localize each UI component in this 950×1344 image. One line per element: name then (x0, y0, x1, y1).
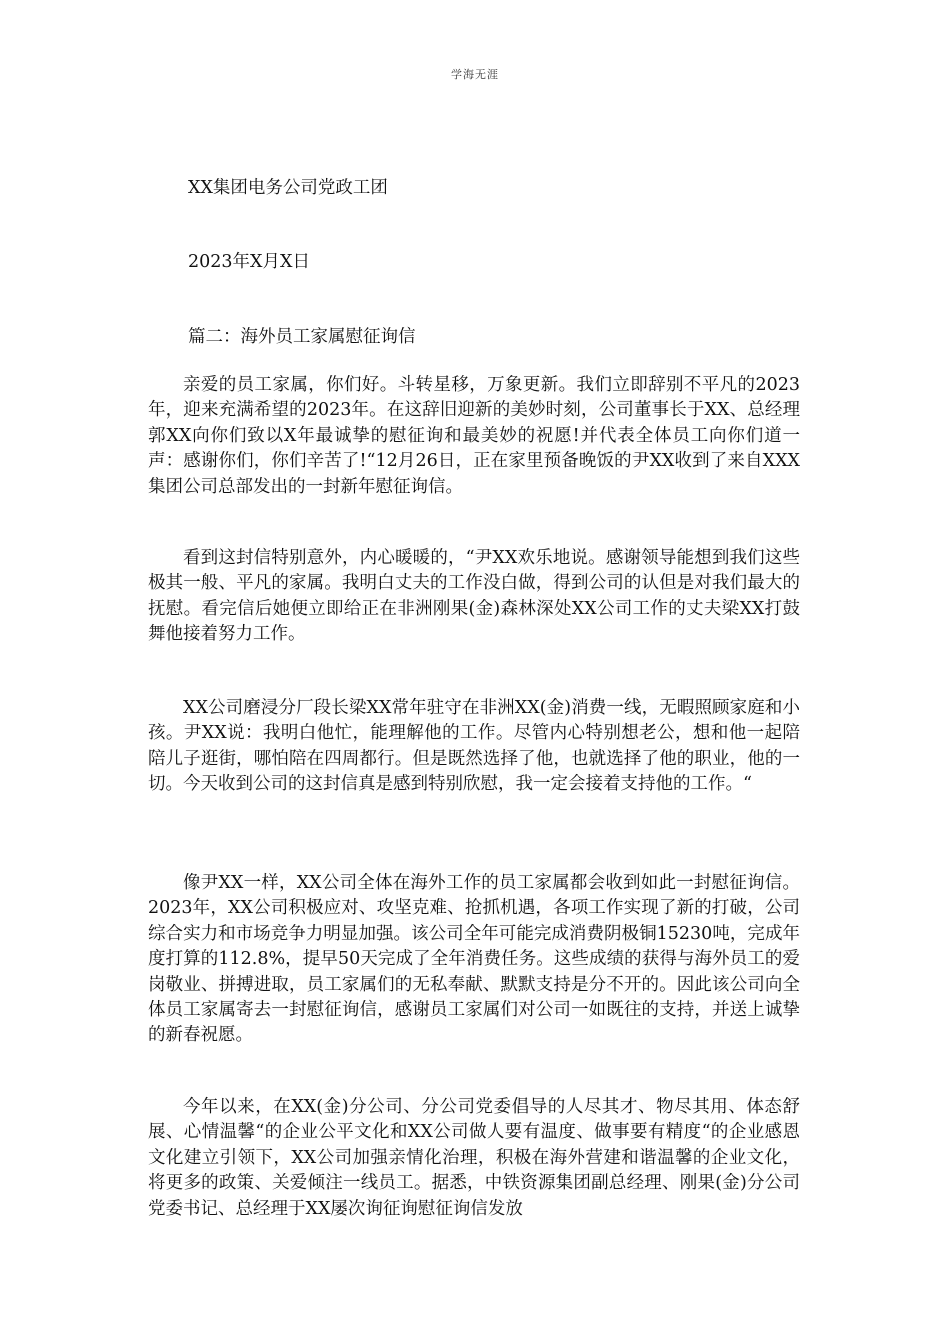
paragraph-text: 今年以来，在XX(金)分公司、分公司党委倡导的人尽其才、物尽其用、体态舒展、心情温馨“的企业公平文化和XX公司做人要有温度、做事要有精度“的企业感恩文化建立引领下，XX公司加强亲情化治理，积极在海外营建和谐温馨的企业文化，将更多的政策、关爱倾注一线员工。据悉，中铁资源集团副总经理、刚果(金)分公司党委书记、总经理于XX屡次询征询慰征询信发放 (148, 1097, 800, 1219)
page-header: 学海无涯 (451, 68, 499, 81)
paragraph-text: 看到这封信特别意外，内心暖暖的，“尹XX欢乐地说。感谢领导能想到我们这些极其一般、平凡的家属。我明白丈夫的工作没白做，得到公司的认但是对我们最大的抚慰。看完信后她便立即给正在非洲刚果(金)森林深处XX公司工作的丈夫梁XX打鼓舞他接着努力工作。 (148, 548, 800, 645)
paragraph-text: 亲爱的员工家属，你们好。斗转星移，万象更新。我们立即辞别不平凡的2023年，迎来充满希望的2023年。在这辞旧迎新的美妙时刻，公司董事长于XX、总经理郭XX向你们致以X年最诚挚的慰征询和最美妙的祝愿!并代表全体员工向你们道一声：感谢你们，你们辛苦了!“12月26日，正在家里预备晚饭的尹XX收到了来自XXX集团公司总部发出的一封新年慰征询信。 (148, 375, 800, 497)
paragraph-text: 像尹XX一样，XX公司全体在海外工作的员工家属都会收到如此一封慰征询信。2023年，XX公司积极应对、攻坚克难、抢抓机遇，各项工作实现了新的打破，公司综合实力和市场竞争力明显加强。该公司全年可能完成消费阴极铜15230吨，完成年度打算的112.8%，提早50天完成了全年消费任务。这些成绩的获得与海外员工的爱岗敬业、拼搏进取，员工家属们的无私奉献、默默支持是分不开的。因此该公司向全体员工家属寄去一封慰征询信，感谢员工家属们对公司一如既往的支持，并送上诚挚的新春祝愿。 (148, 873, 800, 1046)
signature-date: 2023年X月X日 (188, 252, 310, 272)
paragraph-1 (148, 373, 800, 500)
paragraph-3 (148, 696, 800, 798)
signature-org: XX集团电务公司党政工团 (188, 178, 388, 198)
paragraph-4 (148, 871, 800, 1049)
section-title: 篇二：海外员工家属慰征询信 (188, 327, 416, 347)
paragraph-text: XX公司磨浸分厂段长梁XX常年驻守在非洲XX(金)消费一线，无暇照顾家庭和小孩。尹XX说：我明白他忙，能理解他的工作。尽管内心特别想老公，想和他一起陪陪儿子逛街，哪怕陪在四周都行。但是既然选择了他，也就选择了他的职业，他的一切。今天收到公司的这封信真是感到特别欣慰，我一定会接着支持他的工作。“ (148, 698, 800, 795)
paragraph-5 (148, 1095, 800, 1222)
paragraph-2 (148, 546, 800, 648)
